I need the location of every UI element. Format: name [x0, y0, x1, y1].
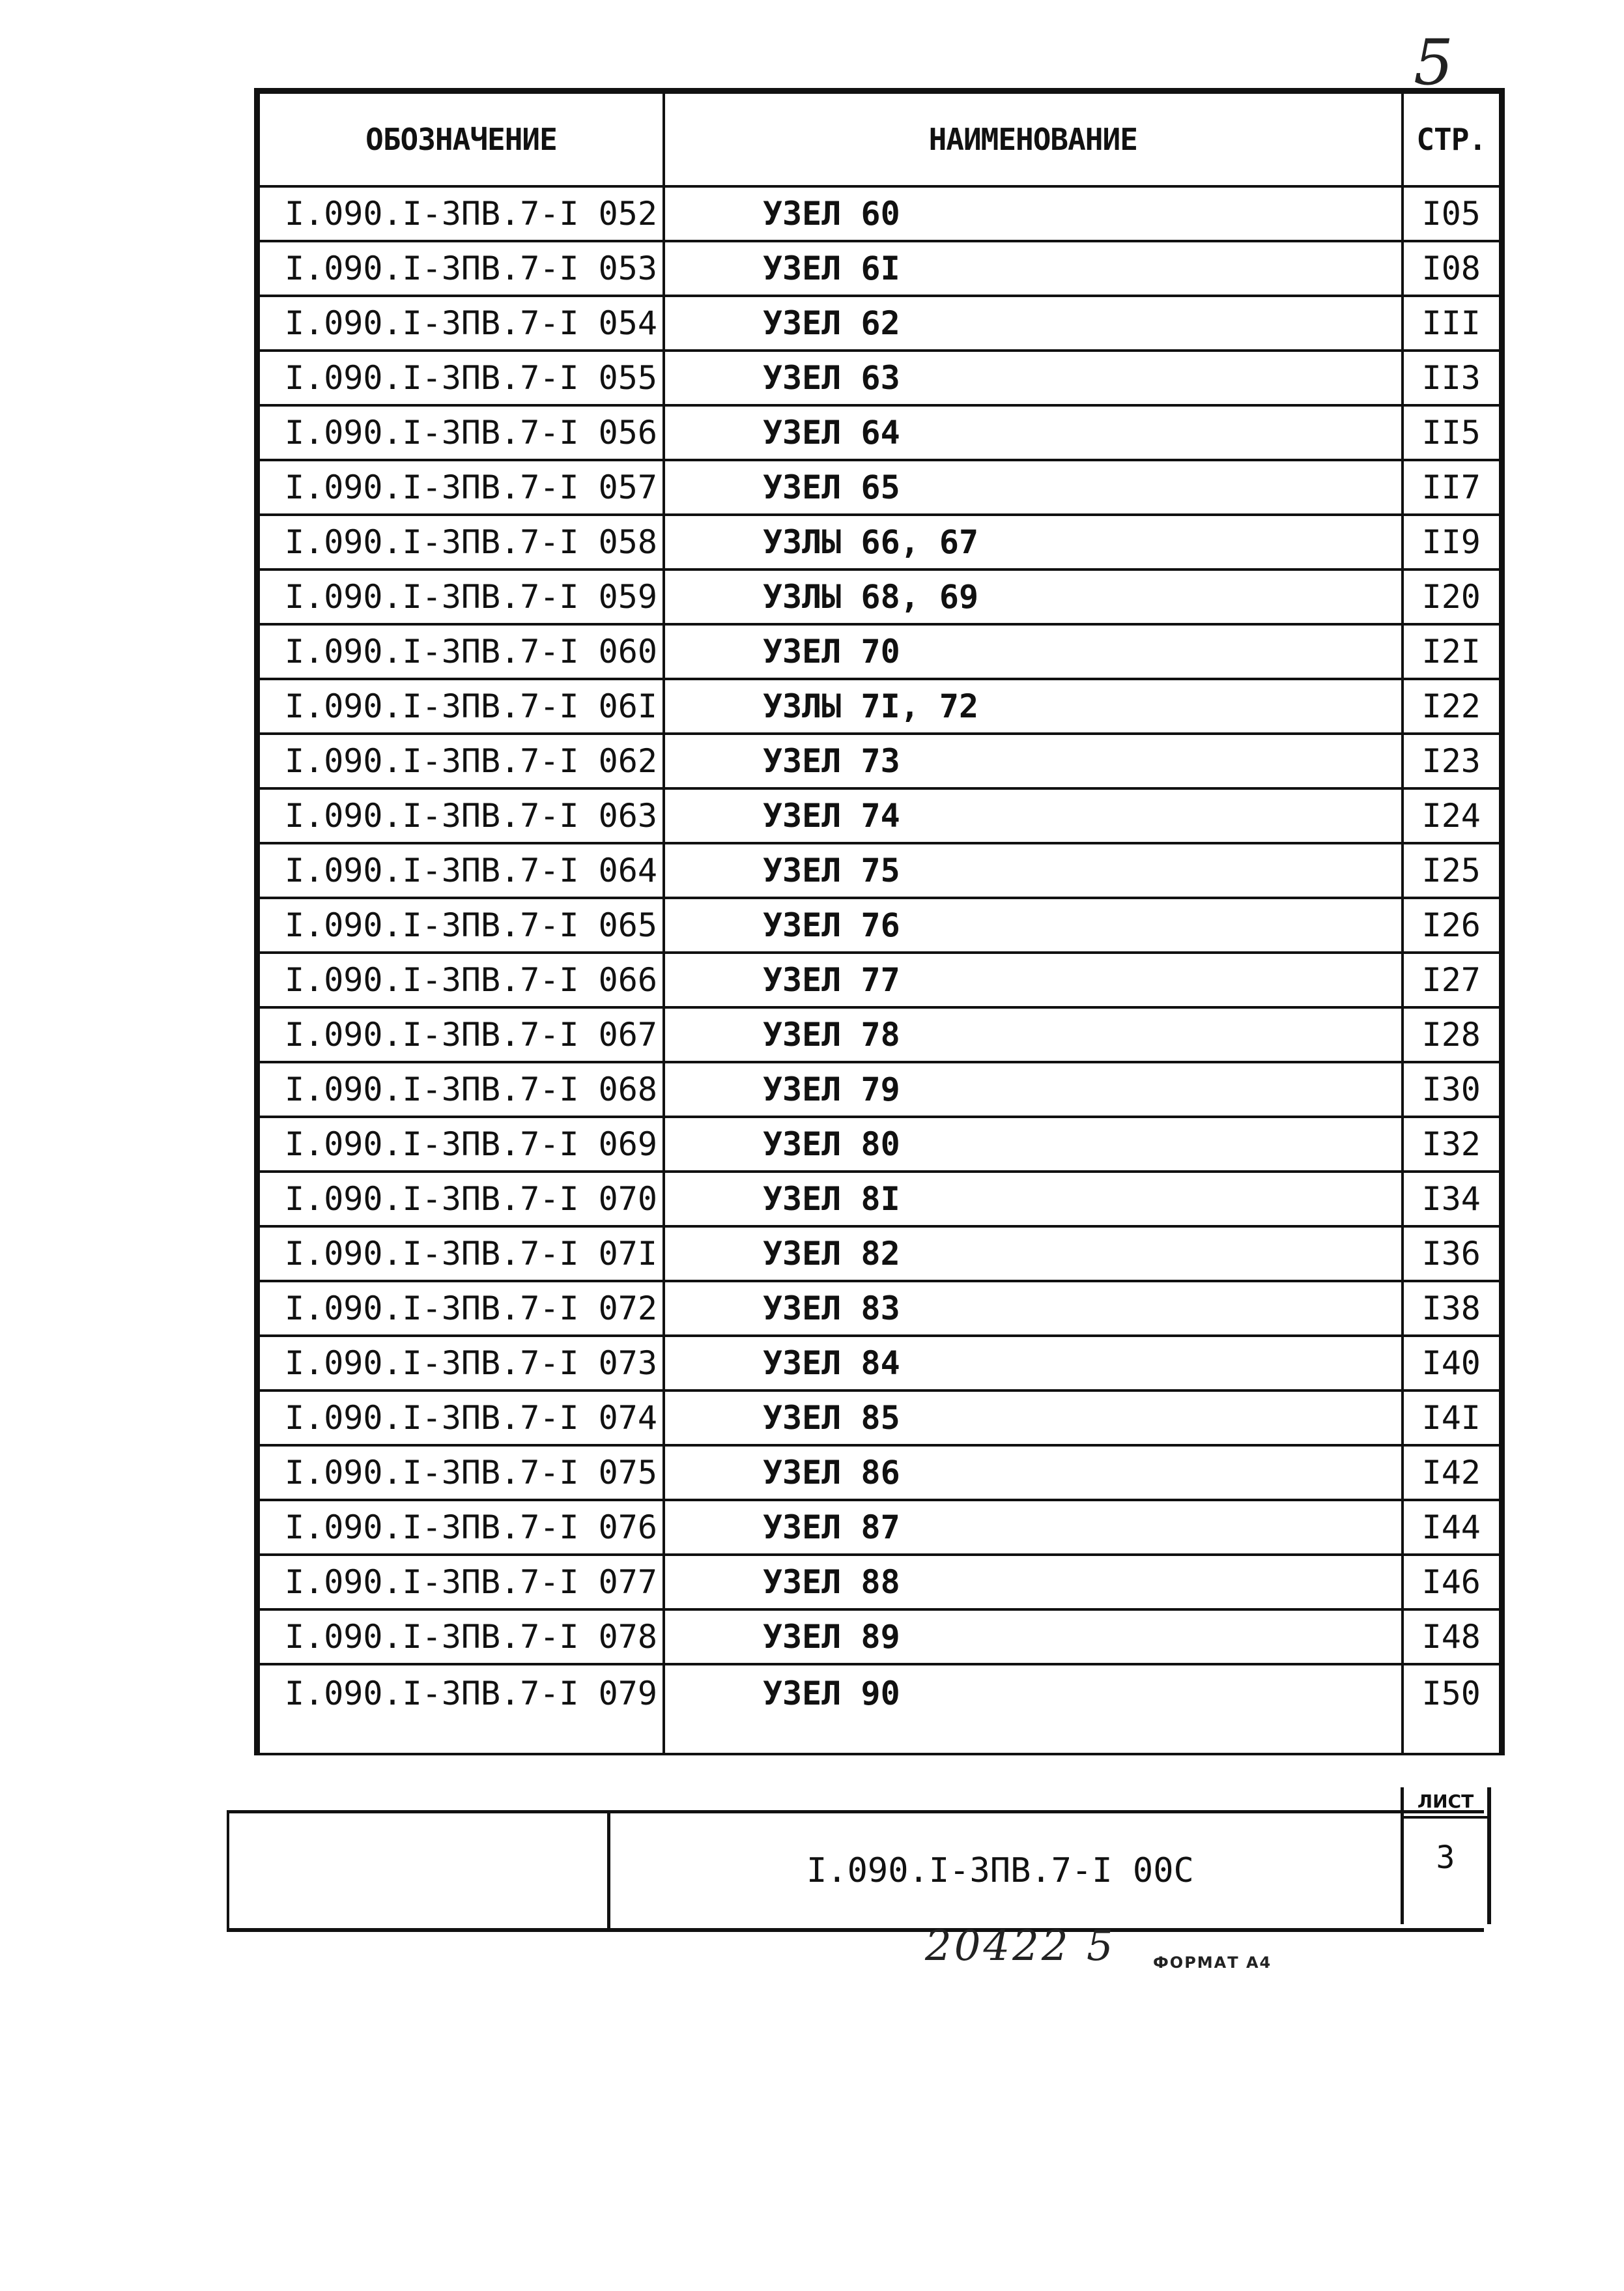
name-cell: УЗЛЫ 66, 67 [664, 515, 1403, 569]
page-cell: I36 [1403, 1226, 1500, 1281]
table-row [259, 569, 1500, 624]
page-cell: I25 [1403, 843, 1500, 898]
table-row [259, 1555, 1500, 1609]
name-cell: УЗЛЫ 68, 69 [664, 569, 1403, 624]
name-cell: УЗЕЛ 86 [664, 1445, 1403, 1500]
sheet-label: ЛИСТ [1404, 1787, 1487, 1819]
designation-cell: I.090.I-3ПВ.7-I 078 [259, 1609, 664, 1664]
designation-cell: I.090.I-3ПВ.7-I 062 [259, 734, 664, 788]
column-header-name: НАИМЕНОВАНИЕ [664, 93, 1403, 186]
name-cell: УЗЕЛ 60 [664, 186, 1403, 241]
designation-cell: I.090.I-3ПВ.7-I 06I [259, 679, 664, 734]
name-cell: УЗЕЛ 84 [664, 1336, 1403, 1390]
table-row [259, 1172, 1500, 1226]
name-cell: УЗЕЛ 83 [664, 1281, 1403, 1336]
designation-cell: I.090.I-3ПВ.7-I 060 [259, 624, 664, 679]
table-row [259, 1664, 1500, 1754]
table-row [259, 1500, 1500, 1555]
name-cell: УЗЕЛ 80 [664, 1117, 1403, 1172]
name-cell: УЗЕЛ 76 [664, 898, 1403, 953]
designation-cell: I.090.I-3ПВ.7-I 07I [259, 1226, 664, 1281]
table-row [259, 624, 1500, 679]
table-row [259, 898, 1500, 953]
designation-cell: I.090.I-3ПВ.7-I 075 [259, 1445, 664, 1500]
name-cell: УЗЕЛ 65 [664, 460, 1403, 515]
specification-sheet [254, 88, 1505, 1755]
column-header-designation: ОБОЗНАЧЕНИЕ [259, 93, 664, 186]
table-row [259, 186, 1500, 241]
title-block [227, 1791, 1484, 1932]
name-cell: УЗЕЛ 6I [664, 241, 1403, 296]
sheet-cell [1401, 1787, 1491, 1924]
name-cell: УЗЕЛ 90 [664, 1664, 1403, 1754]
table-row [259, 843, 1500, 898]
name-cell: УЗЕЛ 64 [664, 405, 1403, 460]
table-row [259, 1609, 1500, 1664]
designation-cell: I.090.I-3ПВ.7-I 055 [259, 351, 664, 405]
designation-cell: I.090.I-3ПВ.7-I 066 [259, 953, 664, 1007]
table-row [259, 1390, 1500, 1445]
page-cell: I20 [1403, 569, 1500, 624]
table-row [259, 1226, 1500, 1281]
name-cell: УЗЕЛ 89 [664, 1609, 1403, 1664]
table-row [259, 351, 1500, 405]
page-cell: I44 [1403, 1500, 1500, 1555]
format-label: ФОРМАТ А4 [1153, 1953, 1272, 1972]
table-row [259, 241, 1500, 296]
page-cell: I4I [1403, 1390, 1500, 1445]
column-header-page: СТР. [1403, 93, 1500, 186]
table-row [259, 679, 1500, 734]
specification-table [257, 91, 1502, 1755]
designation-cell: I.090.I-3ПВ.7-I 070 [259, 1172, 664, 1226]
table-row [259, 1445, 1500, 1500]
page-cell: II9 [1403, 515, 1500, 569]
table-row [259, 1062, 1500, 1117]
designation-cell: I.090.I-3ПВ.7-I 076 [259, 1500, 664, 1555]
table-header-row [259, 93, 1500, 186]
designation-cell: I.090.I-3ПВ.7-I 059 [259, 569, 664, 624]
page-cell: II3 [1403, 351, 1500, 405]
page-number: 5 [1414, 26, 1454, 99]
table-row [259, 296, 1500, 351]
name-cell: УЗЕЛ 79 [664, 1062, 1403, 1117]
title-block-empty-cell [227, 1813, 610, 1928]
designation-cell: I.090.I-3ПВ.7-I 077 [259, 1555, 664, 1609]
name-cell: УЗЕЛ 87 [664, 1500, 1403, 1555]
page-cell: I34 [1403, 1172, 1500, 1226]
page-cell: I32 [1403, 1117, 1500, 1172]
designation-cell: I.090.I-3ПВ.7-I 053 [259, 241, 664, 296]
page-cell: I23 [1403, 734, 1500, 788]
designation-cell: I.090.I-3ПВ.7-I 058 [259, 515, 664, 569]
designation-cell: I.090.I-3ПВ.7-I 057 [259, 460, 664, 515]
designation-cell: I.090.I-3ПВ.7-I 074 [259, 1390, 664, 1445]
name-cell: УЗЕЛ 74 [664, 788, 1403, 843]
name-cell: УЗЕЛ 8I [664, 1172, 1403, 1226]
sheet-number: 3 [1436, 1839, 1455, 1876]
designation-cell: I.090.I-3ПВ.7-I 079 [259, 1664, 664, 1754]
designation-cell: I.090.I-3ПВ.7-I 052 [259, 186, 664, 241]
page-cell: I22 [1403, 679, 1500, 734]
name-cell: УЗЕЛ 75 [664, 843, 1403, 898]
table-row [259, 1336, 1500, 1390]
handwritten-note: 20422 5 [925, 1922, 1116, 1970]
name-cell: УЗЕЛ 77 [664, 953, 1403, 1007]
designation-cell: I.090.I-3ПВ.7-I 072 [259, 1281, 664, 1336]
table-row [259, 515, 1500, 569]
table-row [259, 460, 1500, 515]
name-cell: УЗЕЛ 88 [664, 1555, 1403, 1609]
table-row [259, 953, 1500, 1007]
page-cell: I42 [1403, 1445, 1500, 1500]
page-cell: I30 [1403, 1062, 1500, 1117]
designation-cell: I.090.I-3ПВ.7-I 064 [259, 843, 664, 898]
designation-cell: I.090.I-3ПВ.7-I 067 [259, 1007, 664, 1062]
name-cell: УЗЛЫ 7I, 72 [664, 679, 1403, 734]
designation-cell: I.090.I-3ПВ.7-I 063 [259, 788, 664, 843]
designation-cell: I.090.I-3ПВ.7-I 069 [259, 1117, 664, 1172]
page-cell: I48 [1403, 1609, 1500, 1664]
page-cell: I27 [1403, 953, 1500, 1007]
document-code: I.090.I-3ПВ.7-I 00С [806, 1851, 1194, 1890]
page-cell: I05 [1403, 186, 1500, 241]
table-row [259, 788, 1500, 843]
page-cell: I28 [1403, 1007, 1500, 1062]
page-cell: II5 [1403, 405, 1500, 460]
name-cell: УЗЕЛ 78 [664, 1007, 1403, 1062]
table-row [259, 1117, 1500, 1172]
page-cell: I26 [1403, 898, 1500, 953]
page-cell: I50 [1403, 1664, 1500, 1754]
designation-cell: I.090.I-3ПВ.7-I 068 [259, 1062, 664, 1117]
name-cell: УЗЕЛ 62 [664, 296, 1403, 351]
page-cell: I2I [1403, 624, 1500, 679]
page-cell: I08 [1403, 241, 1500, 296]
table-row [259, 1281, 1500, 1336]
page-cell: I46 [1403, 1555, 1500, 1609]
page-cell: II7 [1403, 460, 1500, 515]
designation-cell: I.090.I-3ПВ.7-I 054 [259, 296, 664, 351]
page-cell: I38 [1403, 1281, 1500, 1336]
table-row [259, 734, 1500, 788]
designation-cell: I.090.I-3ПВ.7-I 056 [259, 405, 664, 460]
name-cell: УЗЕЛ 63 [664, 351, 1403, 405]
designation-cell: I.090.I-3ПВ.7-I 065 [259, 898, 664, 953]
table-row [259, 405, 1500, 460]
page-cell: I40 [1403, 1336, 1500, 1390]
designation-cell: I.090.I-3ПВ.7-I 073 [259, 1336, 664, 1390]
name-cell: УЗЕЛ 85 [664, 1390, 1403, 1445]
name-cell: УЗЕЛ 70 [664, 624, 1403, 679]
table-row [259, 1007, 1500, 1062]
page-cell: III [1403, 296, 1500, 351]
name-cell: УЗЕЛ 82 [664, 1226, 1403, 1281]
name-cell: УЗЕЛ 73 [664, 734, 1403, 788]
page-cell: I24 [1403, 788, 1500, 843]
